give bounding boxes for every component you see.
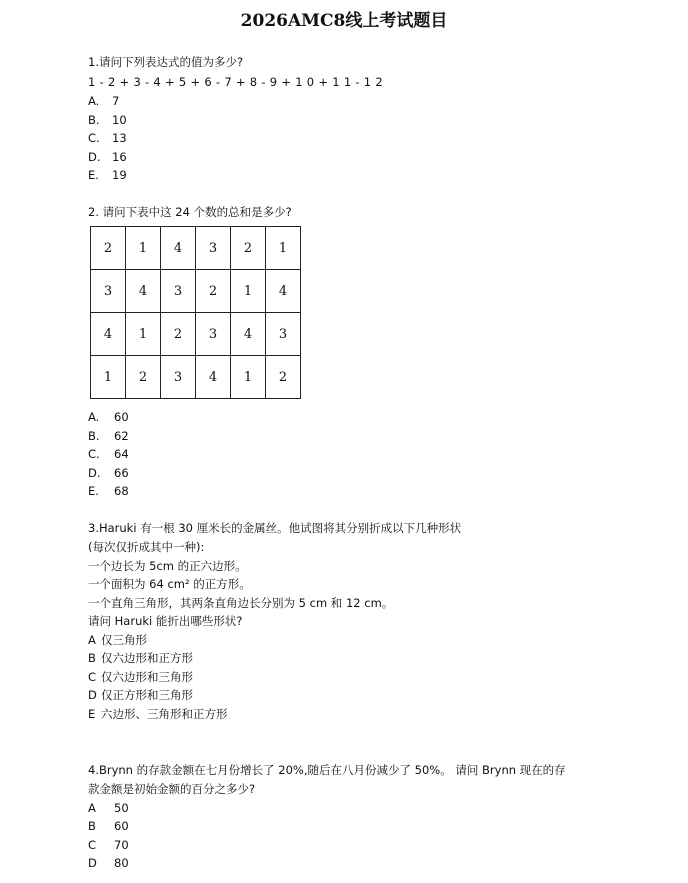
table-cell: 1 (231, 270, 266, 313)
option-value: 19 (112, 168, 127, 182)
q3-stem-line-4: 一个面积为 64 cm² 的正方形。 (88, 577, 251, 591)
option-value: 70 (114, 838, 129, 852)
q3-option-b (88, 650, 193, 666)
q2-option-e (88, 483, 129, 499)
option-value: 60 (114, 410, 129, 424)
q1-stem: 1.请问下列表达式的值为多少? (88, 55, 244, 69)
table-row (91, 227, 301, 270)
q1-expression: 1 - 2 + 3 - 4 + 5 + 6 - 7 + 8 - 9 + 1 0 + 1 1 - 1 2 (88, 75, 383, 89)
option-value: 16 (112, 150, 127, 164)
q3-stem-line-6: 请问 Haruki 能折出哪些形状? (88, 614, 243, 628)
option-key: C. (88, 447, 100, 461)
option-key: A (88, 801, 96, 815)
q4-option-b (88, 818, 129, 834)
table-cell: 4 (91, 313, 126, 356)
table-cell: 2 (231, 227, 266, 270)
table-cell: 4 (126, 270, 161, 313)
option-value: 64 (114, 447, 129, 461)
q3-option-d (88, 687, 193, 703)
option-value: 80 (114, 856, 129, 870)
table-cell: 1 (126, 227, 161, 270)
q2-option-a (88, 409, 129, 425)
option-key: A (88, 633, 96, 647)
option-key: E. (88, 484, 99, 498)
option-value: 仅正方形和三角形 (101, 688, 193, 702)
option-value: 10 (112, 113, 127, 127)
table-cell: 2 (91, 227, 126, 270)
q2-stem: 2. 请问下表中这 24 个数的总和是多少? (88, 205, 292, 219)
q4-option-d (88, 855, 129, 871)
q3-stem-line-3: 一个边长为 5cm 的正六边形。 (88, 559, 247, 573)
option-key: E. (88, 168, 99, 182)
q2-option-c (88, 446, 129, 462)
table-row (91, 313, 301, 356)
option-value: 50 (114, 801, 129, 815)
table-cell: 3 (161, 356, 196, 399)
q3-option-e (88, 706, 228, 722)
option-key: E (88, 707, 96, 721)
option-value: 仅六边形和正方形 (101, 651, 193, 665)
table-cell: 3 (161, 270, 196, 313)
q4-stem-line-2: 款金额是初始金额的百分之多少? (88, 782, 256, 796)
table-cell: 3 (266, 313, 301, 356)
option-value: 7 (112, 94, 120, 108)
q1-option-d (88, 149, 127, 165)
option-value: 60 (114, 819, 129, 833)
q2-option-d (88, 465, 129, 481)
q4-option-c (88, 837, 129, 853)
table-cell: 3 (196, 313, 231, 356)
option-value: 仅三角形 (101, 633, 147, 647)
q3-stem-line-5: 一个直角三角形，其两条直角边长分别为 5 cm 和 12 cm。 (88, 596, 394, 610)
option-value: 68 (114, 484, 129, 498)
table-cell: 1 (266, 227, 301, 270)
q4-option-a (88, 800, 129, 816)
table-row (91, 356, 301, 399)
table-cell: 2 (126, 356, 161, 399)
table-cell: 1 (91, 356, 126, 399)
table-cell: 1 (126, 313, 161, 356)
option-key: B. (88, 113, 100, 127)
option-value: 仅六边形和三角形 (101, 670, 193, 684)
q1-option-e (88, 167, 127, 183)
q2-option-b (88, 428, 129, 444)
table-cell: 2 (196, 270, 231, 313)
option-key: C. (88, 131, 100, 145)
option-key: B. (88, 429, 100, 443)
q3-stem-line-2: (每次仅折成其中一种): (88, 540, 205, 554)
option-key: C (88, 838, 97, 852)
option-key: B (88, 819, 96, 833)
q1-option-a (88, 93, 119, 109)
table-cell: 4 (161, 227, 196, 270)
q3-option-a (88, 632, 147, 648)
q1-option-c (88, 130, 127, 146)
page-title: 2026AMC8线上考试题目 (240, 11, 448, 31)
q4-stem-line-1: 4.Brynn 的存款金额在七月份增长了 20%,随后在八月份减少了 50%。 请问 Brynn 现在的存 (88, 763, 566, 777)
table-cell: 3 (91, 270, 126, 313)
table-cell: 4 (266, 270, 301, 313)
table-cell: 3 (196, 227, 231, 270)
option-key: D (88, 856, 97, 870)
option-key: D. (88, 150, 101, 164)
option-key: A. (88, 410, 100, 424)
option-value: 13 (112, 131, 127, 145)
option-key: B (88, 651, 96, 665)
number-table (90, 226, 301, 399)
option-key: D (88, 688, 97, 702)
table-cell: 4 (231, 313, 266, 356)
q3-option-c (88, 669, 193, 685)
option-value: 66 (114, 466, 129, 480)
option-value: 六边形、三角形和正方形 (101, 707, 228, 721)
q3-stem-line-1: 3.Haruki 有一根 30 厘米长的金属丝。他试图将其分别折成以下几种形状 (88, 521, 462, 535)
table-row (91, 270, 301, 313)
option-key: C (88, 670, 97, 684)
table-cell: 2 (161, 313, 196, 356)
table-cell: 1 (231, 356, 266, 399)
option-value: 62 (114, 429, 129, 443)
option-key: A. (88, 94, 100, 108)
table-cell: 2 (266, 356, 301, 399)
q1-option-b (88, 112, 127, 128)
table-cell: 4 (196, 356, 231, 399)
option-key: D. (88, 466, 101, 480)
